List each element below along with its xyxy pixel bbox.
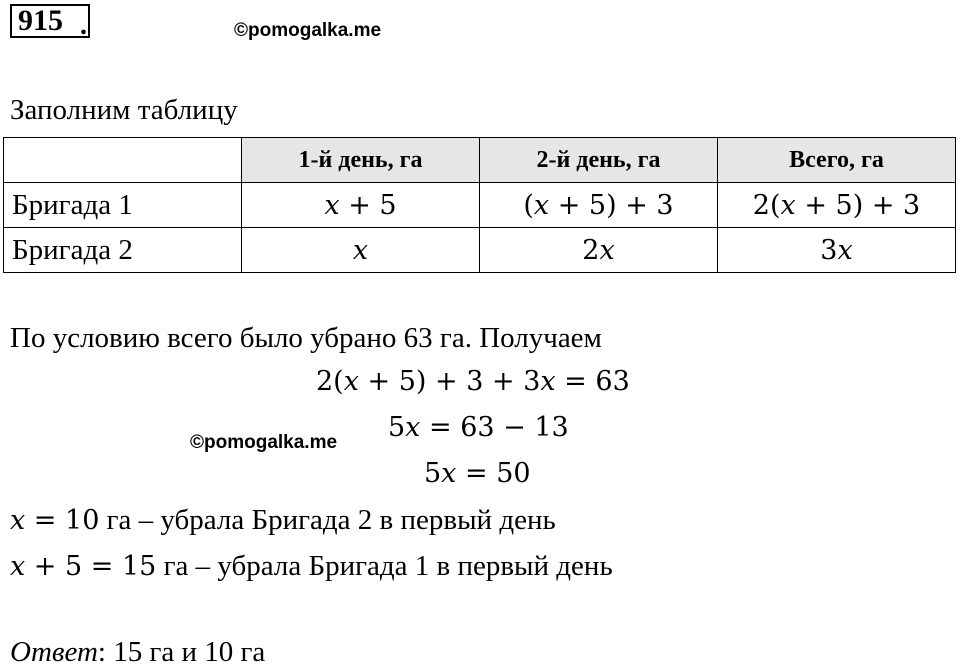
problem-number-dot: . [80,10,87,41]
solution-table [3,137,956,273]
condition-text: По условию всего было убрано 63 га. Получаем [10,322,602,354]
problem-number-text: 915 [18,4,63,37]
table-cell: (𝑥 + 5) + 3 [480,183,718,228]
result-1-math: 𝑥 = 10 [10,505,100,536]
answer-label: Ответ [10,636,98,668]
row-label-brigade-1: Бригада 1 [4,183,242,228]
result-line-2 [10,550,613,583]
result-1-text: га – убрала Бригада 2 в первый день [99,504,556,536]
table-cell: 𝑥 + 5 [242,183,480,228]
answer-text: : 15 га и 10 га [97,636,266,668]
table-header-day2: 2-й день, га [480,138,718,183]
equation-1: 2(𝑥 + 5) + 3 + 3𝑥 = 63 [316,366,630,397]
equation-3: 5𝑥 = 50 [424,458,531,489]
table-header-corner [4,138,242,183]
result-2-math: 𝑥 + 5 = 15 [10,551,157,582]
table-cell: 𝑥 [242,228,480,273]
watermark-middle: ©pomogalka.me [190,432,338,453]
table-header-day1: 1-й день, га [242,138,480,183]
equation-2: 5𝑥 = 63 − 13 [388,412,569,443]
table-header-total: Всего, га [718,138,956,183]
row-label-brigade-2: Бригада 2 [4,228,242,273]
table-cell: 2(𝑥 + 5) + 3 [718,183,956,228]
result-line-1 [10,504,556,537]
table-cell: 2𝑥 [480,228,718,273]
result-2-text: га – убрала Бригада 1 в первый день [156,550,613,582]
watermark-top: ©pomogalka.me [234,20,382,41]
table-row [4,228,956,273]
table-cell: 3𝑥 [718,228,956,273]
table-header-row [4,138,956,183]
intro-text: Заполним таблицу [10,94,238,126]
problem-number [10,4,90,38]
answer-line [10,636,265,669]
table-row [4,183,956,228]
